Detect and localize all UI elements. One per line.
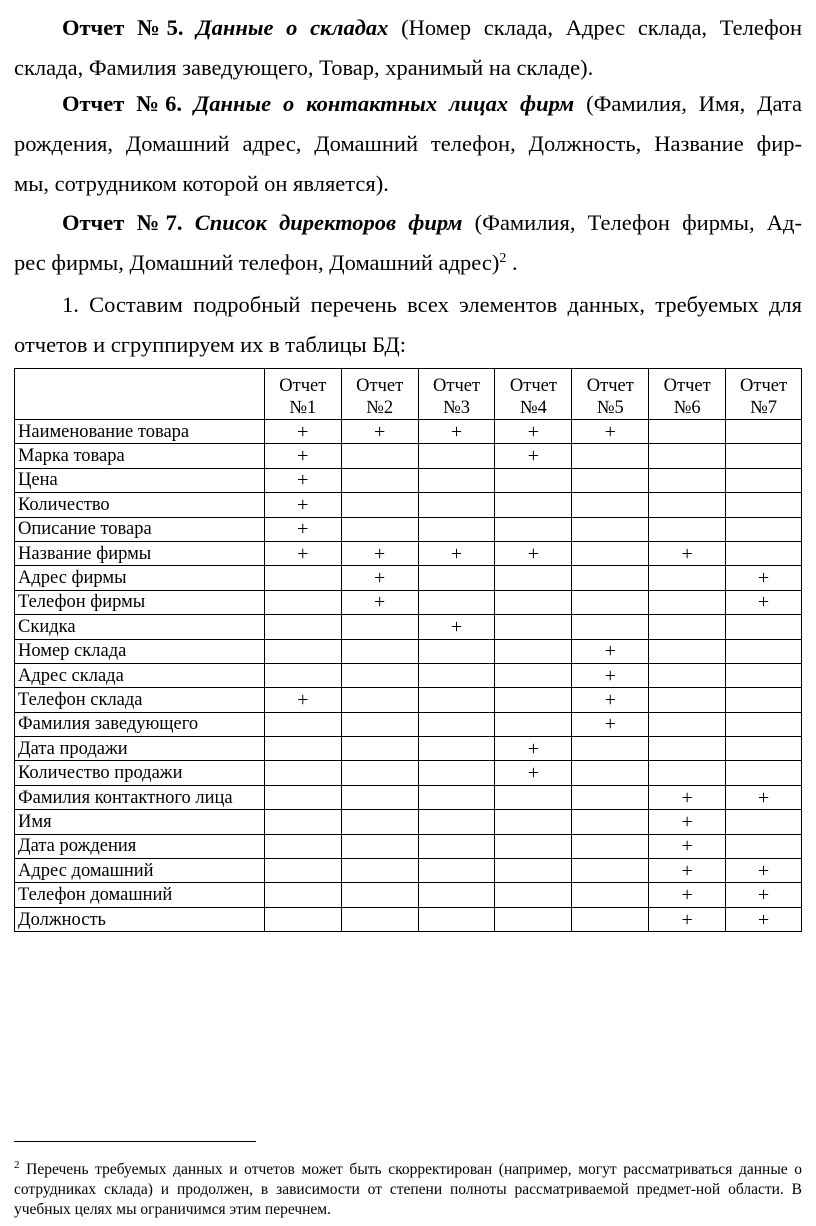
- table-cell-report-4: [495, 615, 572, 639]
- report-5-label: Отчет №5.: [62, 15, 184, 40]
- table-cell-report-2: +: [341, 590, 418, 614]
- table-cell-report-6: [649, 688, 726, 712]
- table-cell-report-7: +: [726, 907, 802, 931]
- table-cell-report-6: [649, 615, 726, 639]
- table-row-label: Адрес домашний: [15, 859, 265, 883]
- table-cell-report-1: [264, 615, 341, 639]
- table-header-report-5: [572, 369, 649, 420]
- data-elements-table: [14, 368, 802, 932]
- table-cell-report-4: +: [495, 420, 572, 444]
- table-row: [15, 615, 802, 639]
- report-6-fields-start: (Фамилия, Имя, Дата: [586, 91, 802, 116]
- table-cell-report-4: [495, 517, 572, 541]
- table-header-corner: [15, 369, 265, 420]
- footnote-separator: [14, 1141, 256, 1142]
- table-cell-report-4: [495, 883, 572, 907]
- table-row-label: Дата продажи: [15, 737, 265, 761]
- table-cell-report-1: [264, 785, 341, 809]
- table-cell-report-4: +: [495, 737, 572, 761]
- table-cell-report-5: [572, 785, 649, 809]
- table-header-report-3: [418, 369, 495, 420]
- table-row-label: Телефон домашний: [15, 883, 265, 907]
- table-cell-report-7: [726, 639, 802, 663]
- table-body: [15, 420, 802, 932]
- table-row: [15, 834, 802, 858]
- report-7-line-end: .: [506, 250, 518, 275]
- table-cell-report-3: [418, 712, 495, 736]
- report-5-fields-start: (Номер склада, Адрес склада, Телефон: [401, 15, 802, 40]
- table-row: [15, 737, 802, 761]
- table-cell-report-2: [341, 639, 418, 663]
- table-row: [15, 688, 802, 712]
- table-row: [15, 444, 802, 468]
- table-cell-report-4: [495, 907, 572, 931]
- table-row-label: Описание товара: [15, 517, 265, 541]
- table-header-report-4: [495, 369, 572, 420]
- table-cell-report-7: [726, 810, 802, 834]
- table-row-label: Фамилия контактного лица: [15, 785, 265, 809]
- table-cell-report-2: [341, 493, 418, 517]
- table-cell-report-3: [418, 468, 495, 492]
- table-cell-report-6: +: [649, 907, 726, 931]
- table-cell-report-7: [726, 688, 802, 712]
- table-cell-report-1: +: [264, 493, 341, 517]
- table-cell-report-7: [726, 712, 802, 736]
- report-5-paragraph: [14, 8, 802, 88]
- table-cell-report-2: [341, 517, 418, 541]
- table-cell-report-5: +: [572, 663, 649, 687]
- table-cell-report-6: +: [649, 810, 726, 834]
- table-cell-report-5: [572, 907, 649, 931]
- table-cell-report-5: +: [572, 712, 649, 736]
- table-cell-report-5: [572, 468, 649, 492]
- table-cell-report-5: [572, 834, 649, 858]
- table-cell-report-4: [495, 785, 572, 809]
- table-header-report-6: [649, 369, 726, 420]
- table-cell-report-3: [418, 834, 495, 858]
- table-cell-report-3: +: [418, 541, 495, 565]
- step-1-paragraph: [14, 285, 802, 365]
- table-cell-report-2: [341, 761, 418, 785]
- table-cell-report-4: [495, 493, 572, 517]
- table-row-label: Должность: [15, 907, 265, 931]
- table-cell-report-6: +: [649, 859, 726, 883]
- table-cell-report-3: +: [418, 420, 495, 444]
- table-cell-report-3: [418, 444, 495, 468]
- report-7-label: Отчет №7.: [62, 210, 183, 235]
- table-cell-report-3: [418, 737, 495, 761]
- table-cell-report-1: [264, 639, 341, 663]
- table-cell-report-1: [264, 859, 341, 883]
- table-cell-report-5: +: [572, 420, 649, 444]
- table-header-number: №4: [519, 398, 547, 418]
- report-6-line-2: рождения, Домашний адрес, Домашний телефон, Должность, Название фир-: [14, 131, 802, 156]
- table-header-row: [15, 369, 802, 420]
- table-header-number: №5: [596, 398, 624, 418]
- table-cell-report-5: [572, 493, 649, 517]
- table-cell-report-6: [649, 420, 726, 444]
- step-1-line-2: отчетов и сгруппируем их в таблицы БД:: [14, 332, 406, 357]
- table-cell-report-2: [341, 810, 418, 834]
- table-cell-report-1: [264, 810, 341, 834]
- table-cell-report-6: [649, 712, 726, 736]
- table-cell-report-1: [264, 566, 341, 590]
- table-cell-report-2: +: [341, 541, 418, 565]
- table-cell-report-2: [341, 712, 418, 736]
- step-1-line-1: [14, 285, 802, 325]
- table-row-label: Название фирмы: [15, 541, 265, 565]
- table-cell-report-1: [264, 907, 341, 931]
- table-cell-report-2: [341, 834, 418, 858]
- table-cell-report-5: [572, 859, 649, 883]
- table-header-word: Отчет: [356, 376, 404, 396]
- table-cell-report-7: [726, 517, 802, 541]
- report-7-paragraph: [14, 203, 802, 283]
- table-cell-report-4: [495, 810, 572, 834]
- table-cell-report-3: [418, 907, 495, 931]
- table-row-label: Наименование товара: [15, 420, 265, 444]
- table-cell-report-4: [495, 566, 572, 590]
- table-cell-report-7: +: [726, 883, 802, 907]
- table-row: [15, 541, 802, 565]
- report-7-line-1: [14, 203, 802, 243]
- table-cell-report-3: [418, 566, 495, 590]
- table-cell-report-3: [418, 590, 495, 614]
- table-row-label: Телефон склада: [15, 688, 265, 712]
- table-cell-report-7: +: [726, 590, 802, 614]
- table-cell-report-5: +: [572, 639, 649, 663]
- report-7-fields-start: (Фамилия, Телефон фирмы, Ад-: [474, 210, 802, 235]
- table-cell-report-4: [495, 590, 572, 614]
- table-row-label: Количество продажи: [15, 761, 265, 785]
- table-cell-report-2: [341, 444, 418, 468]
- table-row-label: Количество: [15, 493, 265, 517]
- table-cell-report-3: [418, 517, 495, 541]
- report-5-line-2: склада, Фамилия заведующего, Товар, хранимый на складе).: [14, 55, 594, 80]
- table-cell-report-3: [418, 810, 495, 834]
- table-cell-report-5: [572, 517, 649, 541]
- table-cell-report-3: [418, 883, 495, 907]
- table-cell-report-4: [495, 468, 572, 492]
- table-row: [15, 785, 802, 809]
- footnote: [14, 1160, 802, 1220]
- report-6-label: Отчет №6.: [62, 91, 182, 116]
- table-cell-report-1: +: [264, 468, 341, 492]
- table-cell-report-6: [649, 663, 726, 687]
- table-header-word: Отчет: [509, 376, 557, 396]
- footnote-reference[interactable]: 2: [499, 251, 507, 266]
- table-cell-report-4: +: [495, 541, 572, 565]
- table-cell-report-7: +: [726, 566, 802, 590]
- report-6-title: Данные о контактных лицах фирм: [193, 91, 575, 116]
- table-cell-report-1: [264, 834, 341, 858]
- table-row: [15, 420, 802, 444]
- table-cell-report-7: [726, 615, 802, 639]
- table-cell-report-6: [649, 639, 726, 663]
- table-row-label: Марка товара: [15, 444, 265, 468]
- table-cell-report-1: +: [264, 517, 341, 541]
- table-cell-report-1: [264, 663, 341, 687]
- table-header-word: Отчет: [586, 376, 634, 396]
- table-cell-report-1: +: [264, 688, 341, 712]
- table-header-report-1: [264, 369, 341, 420]
- table-row: [15, 590, 802, 614]
- table-cell-report-2: [341, 907, 418, 931]
- report-5-line-1: [14, 8, 802, 48]
- report-6-line-3: мы, сотрудником которой он является).: [14, 171, 389, 196]
- table-row-label: Фамилия заведующего: [15, 712, 265, 736]
- table-cell-report-5: [572, 615, 649, 639]
- table-cell-report-1: [264, 712, 341, 736]
- table-cell-report-5: [572, 566, 649, 590]
- table-row: [15, 663, 802, 687]
- table-row-label: Телефон фирмы: [15, 590, 265, 614]
- table-row: [15, 639, 802, 663]
- table-header-number: №6: [673, 398, 701, 418]
- table-cell-report-2: [341, 663, 418, 687]
- table-cell-report-6: [649, 566, 726, 590]
- table-cell-report-4: [495, 834, 572, 858]
- table-row: [15, 566, 802, 590]
- table-header-word: Отчет: [663, 376, 711, 396]
- table-row: [15, 493, 802, 517]
- table-header-number: №2: [366, 398, 394, 418]
- table-cell-report-6: [649, 444, 726, 468]
- table-row: [15, 468, 802, 492]
- table-cell-report-1: +: [264, 541, 341, 565]
- table-cell-report-6: [649, 493, 726, 517]
- table-cell-report-3: [418, 859, 495, 883]
- table-header-number: №3: [443, 398, 470, 418]
- table-cell-report-6: [649, 761, 726, 785]
- table-cell-report-7: [726, 663, 802, 687]
- table-cell-report-5: [572, 810, 649, 834]
- table-row-label: Скидка: [15, 615, 265, 639]
- table-cell-report-4: [495, 859, 572, 883]
- table-cell-report-2: [341, 615, 418, 639]
- table-cell-report-2: [341, 737, 418, 761]
- table-cell-report-6: [649, 590, 726, 614]
- table-cell-report-3: [418, 639, 495, 663]
- table-header-number: №1: [289, 398, 317, 418]
- table-cell-report-1: [264, 590, 341, 614]
- table-cell-report-2: [341, 859, 418, 883]
- table-cell-report-7: [726, 444, 802, 468]
- table-row: [15, 859, 802, 883]
- table-row: [15, 883, 802, 907]
- table-cell-report-5: [572, 541, 649, 565]
- table-cell-report-7: [726, 737, 802, 761]
- table-cell-report-6: +: [649, 883, 726, 907]
- table-cell-report-3: [418, 493, 495, 517]
- table-cell-report-7: [726, 493, 802, 517]
- table-cell-report-3: [418, 688, 495, 712]
- table-cell-report-7: [726, 761, 802, 785]
- table-cell-report-4: [495, 688, 572, 712]
- table-cell-report-3: [418, 761, 495, 785]
- table-row: [15, 517, 802, 541]
- table-cell-report-2: [341, 688, 418, 712]
- table-cell-report-2: +: [341, 420, 418, 444]
- table-cell-report-1: +: [264, 420, 341, 444]
- table-cell-report-7: [726, 420, 802, 444]
- table-header-word: Отчет: [740, 376, 788, 396]
- table-cell-report-6: +: [649, 541, 726, 565]
- step-1-text-1: 1. Составим подробный перечень всех элементов данных, требуемых для: [62, 292, 802, 317]
- table-cell-report-2: +: [341, 566, 418, 590]
- table-cell-report-4: +: [495, 761, 572, 785]
- table-cell-report-5: +: [572, 688, 649, 712]
- table-row-label: Адрес склада: [15, 663, 265, 687]
- footnote-number: 2: [14, 1159, 20, 1171]
- table-row-label: Адрес фирмы: [15, 566, 265, 590]
- table-row-label: Цена: [15, 468, 265, 492]
- table-cell-report-7: +: [726, 785, 802, 809]
- table-row-label: Имя: [15, 810, 265, 834]
- table-cell-report-4: +: [495, 444, 572, 468]
- table-header-report-7: [726, 369, 802, 420]
- table-cell-report-5: [572, 737, 649, 761]
- table-row: [15, 810, 802, 834]
- table-cell-report-6: [649, 468, 726, 492]
- table-cell-report-3: [418, 663, 495, 687]
- table-cell-report-5: [572, 883, 649, 907]
- table-cell-report-5: [572, 590, 649, 614]
- table-cell-report-6: [649, 517, 726, 541]
- table-cell-report-4: [495, 639, 572, 663]
- table-header-report-2: [341, 369, 418, 420]
- table-row: [15, 712, 802, 736]
- table-cell-report-6: +: [649, 834, 726, 858]
- table-header-number: №7: [750, 398, 777, 418]
- table-cell-report-1: [264, 761, 341, 785]
- table-row-label: Номер склада: [15, 639, 265, 663]
- report-7-fields-end: рес фирмы, Домашний телефон, Домашний адрес): [14, 250, 500, 275]
- table-cell-report-7: [726, 541, 802, 565]
- table-cell-report-3: +: [418, 615, 495, 639]
- report-5-title: Данные о складах: [196, 15, 389, 40]
- report-7-title: Список директоров фирм: [194, 210, 463, 235]
- table-cell-report-7: +: [726, 859, 802, 883]
- footnote-text: Перечень требуемых данных и отчетов может быть скорректирован (например, могут рассматриваться данные о сотрудниках склада) и продолжен, в зависимости от степени полноты рассматриваемой предмет-ной области. В учебных целях мы ограничимся этим перечнем.: [14, 1161, 803, 1218]
- table-cell-report-1: +: [264, 444, 341, 468]
- table-cell-report-6: +: [649, 785, 726, 809]
- table-cell-report-4: [495, 712, 572, 736]
- table-cell-report-3: [418, 785, 495, 809]
- table-cell-report-6: [649, 737, 726, 761]
- table-row-label: Дата рождения: [15, 834, 265, 858]
- table-row: [15, 907, 802, 931]
- report-6-paragraph: [14, 84, 802, 204]
- table-cell-report-5: [572, 761, 649, 785]
- table-cell-report-5: [572, 444, 649, 468]
- table-cell-report-7: [726, 468, 802, 492]
- table-header-word: Отчет: [433, 376, 481, 396]
- table-cell-report-7: [726, 834, 802, 858]
- report-6-line-1: [14, 84, 802, 124]
- table-row: [15, 761, 802, 785]
- table-cell-report-2: [341, 883, 418, 907]
- table-cell-report-1: [264, 883, 341, 907]
- table-cell-report-1: [264, 737, 341, 761]
- table-header-word: Отчет: [279, 376, 327, 396]
- report-7-line-2: [14, 243, 802, 283]
- table-cell-report-4: [495, 663, 572, 687]
- table-cell-report-2: [341, 468, 418, 492]
- table-cell-report-2: [341, 785, 418, 809]
